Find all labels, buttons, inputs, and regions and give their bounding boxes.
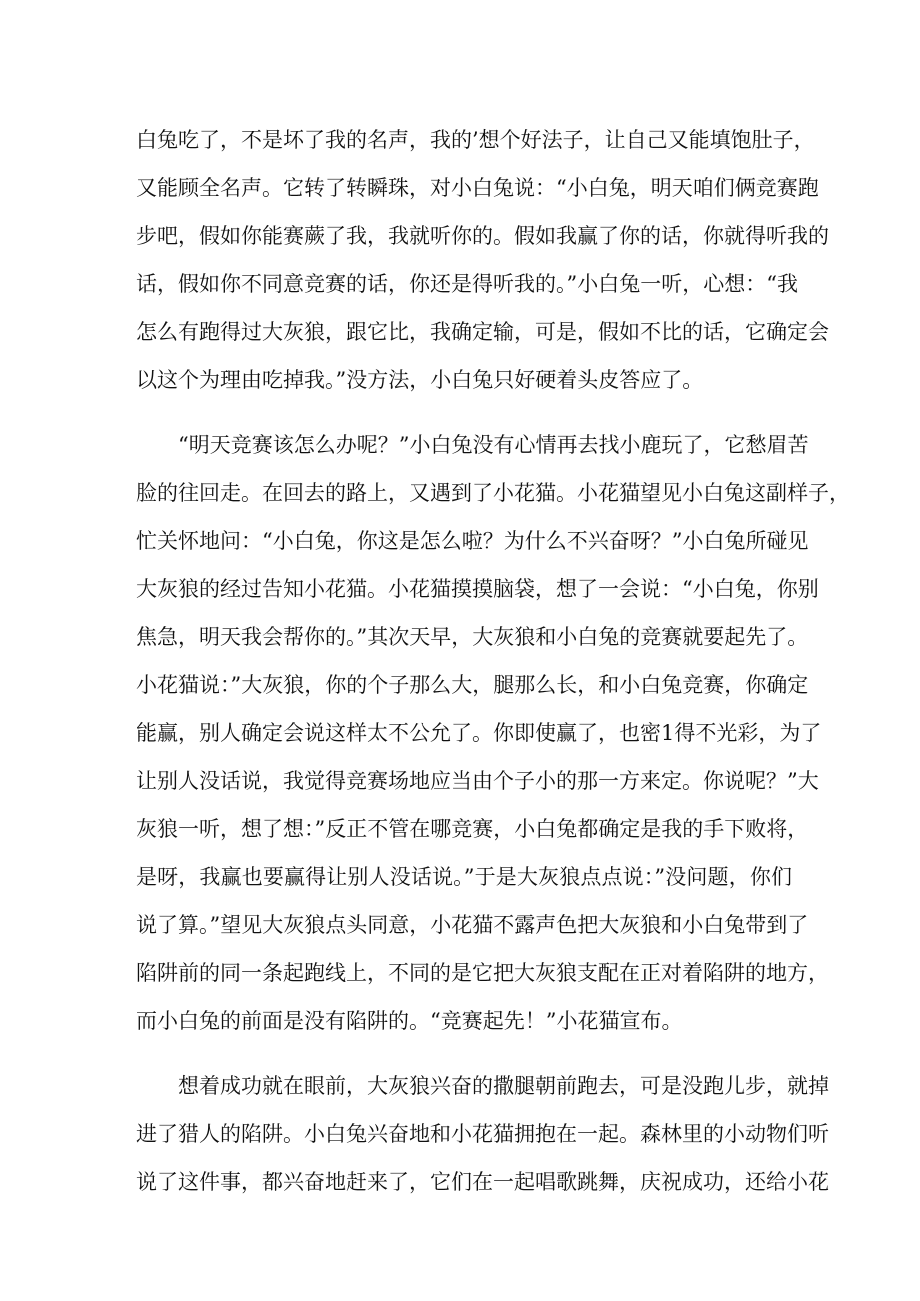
text-line: 是呀，我赢也要赢得让别人没话说。”于是大灰狼点点说：”没问题，你们 — [136, 865, 792, 889]
text-line: 又能顾全名声。它转了转瞬珠，对小白兔说：“小白兔，明天咱们俩竞赛跑 — [136, 176, 819, 200]
text-line: 能赢，别人确定会说这样太不公允了。你即使赢了，也密1得不光彩，为了 — [136, 721, 822, 745]
text-line: 而小白兔的前面是没有陷阱的。“竞赛起先！”小花猫宣布。 — [136, 1009, 683, 1033]
paragraph-1 — [136, 116, 829, 404]
text-line: 大灰狼的经过告知小花猫。小花猫摸摸脑袋，想了一会说：“小白兔，你别 — [136, 577, 819, 601]
text-line: 让别人没话说，我觉得竞赛场地应当由个子小的那一方来定。你说呢？”大 — [136, 769, 819, 793]
text-line: 白兔吃了，不是坏了我的名声，我的’想个好法子，让自己又能填饱肚子， — [136, 128, 815, 152]
paragraph-2 — [136, 421, 850, 1045]
text-line: 进了猎人的陷阱。小白兔兴奋地和小花猫拥抱在一起。森林里的小动物们听 — [136, 1122, 829, 1146]
text-line: 说了算。”望见大灰狼点头同意，小花猫不露声色把大灰狼和小白兔带到了 — [136, 913, 809, 937]
text-line: 脸的往回走。在回去的路上，又遇到了小花猫。小花猫望见小白兔这副样子， — [136, 481, 850, 505]
text-line: 陷阱前的同一条起跑线上，不同的是它把大灰狼支配在正对着陷阱的地方， — [136, 961, 829, 985]
text-line: 想着成功就在眼前，大灰狼兴奋的撒腿朝前跑去，可是没跑儿步，就掉 — [178, 1074, 829, 1098]
text-line: 以这个为理由吃掉我。”没方法，小白兔只好硬着头皮答应了。 — [136, 368, 704, 392]
paragraph-3 — [136, 1062, 829, 1206]
text-line: 说了这件事，都兴奋地赶来了，它们在一起唱歌跳舞，庆祝成功，还给小花 — [136, 1170, 829, 1194]
text-line: 怎么有跑得过大灰狼，跟它比，我确定输，可是，假如不比的话，它确定会 — [136, 320, 829, 344]
document-body — [136, 116, 850, 1206]
text-line: 小花猫说：”大灰狼，你的个子那么大，腿那么长，和小白兔竞赛，你确定 — [136, 673, 809, 697]
text-line: 灰狼一听，想了想：”反正不管在哪竞赛，小白兔都确定是我的手下败将， — [136, 817, 809, 841]
text-line: “明天竞赛该怎么办呢？”小白兔没有心情再去找小鹿玩了，它愁眉苦 — [178, 433, 809, 457]
text-line: 话，假如你不同意竞赛的话，你还是得听我的。”小白兔一听，心想：“我 — [136, 272, 798, 296]
text-line: 步吧，假如你能赛蕨了我，我就听你的。假如我赢了你的话，你就得听我的 — [136, 224, 829, 248]
text-line: 忙关怀地问：“小白兔，你这是怎么啦？为什么不兴奋呀？”小白兔所碰见 — [136, 529, 809, 553]
text-line: 焦急，明天我会帮你的。”其次天早，大灰狼和小白兔的竞赛就要起先了。 — [136, 625, 809, 649]
